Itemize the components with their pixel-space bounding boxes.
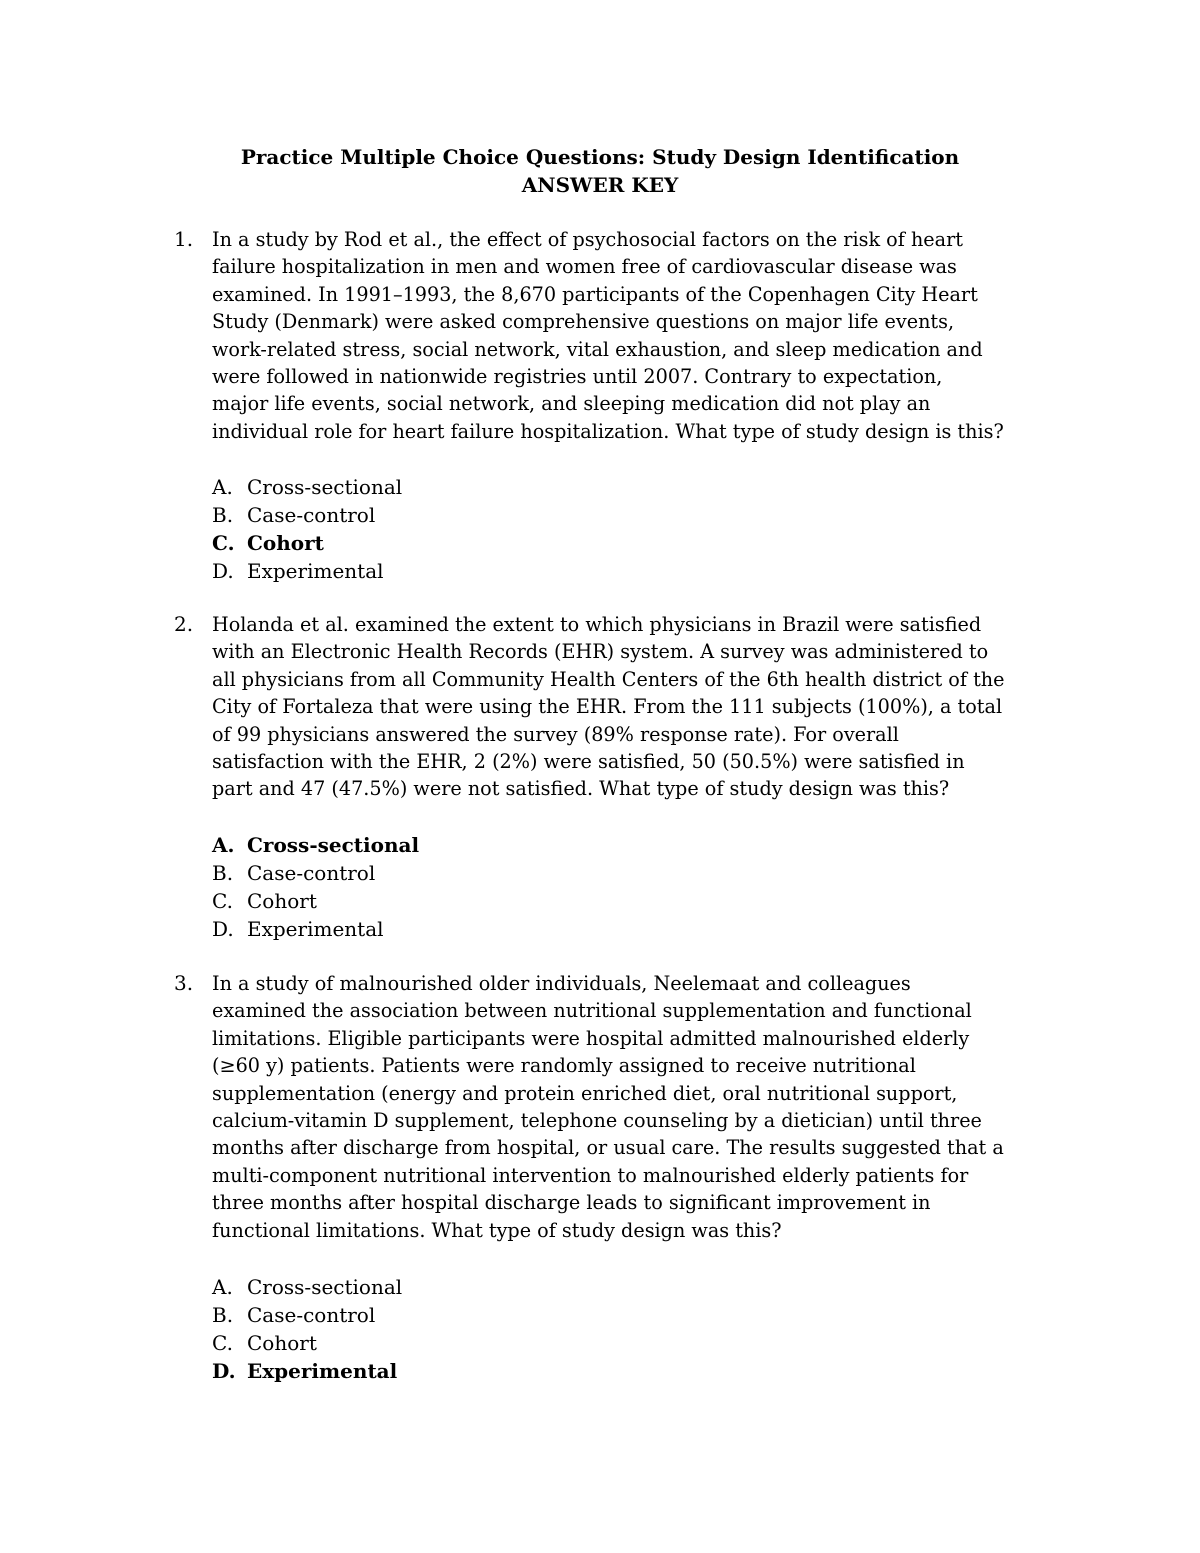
option-text: Experimental (247, 559, 384, 583)
option-text: Case-control (247, 1303, 376, 1327)
question-line: limitations. Eligible participants were hospital admitted malnourished elderly (212, 1026, 970, 1050)
question-text (212, 611, 1042, 803)
option-text: Cross-sectional (247, 833, 420, 857)
option-letter: D. (212, 917, 234, 941)
question-number: 2. (174, 612, 194, 636)
question-line: of 99 physicians answered the survey (89% response rate). For overall (212, 722, 899, 746)
option-letter: D. (212, 559, 234, 583)
question-line: functional limitations. What type of study design was this? (212, 1218, 782, 1242)
option-letter: C. (212, 531, 235, 555)
question-line: all physicians from all Community Health Centers of the 6th health district of the (212, 667, 1005, 691)
option-letter: D. (212, 1359, 236, 1383)
option-a (0, 473, 600, 501)
option-text: Cohort (247, 889, 317, 913)
question-line: with an Electronic Health Records (EHR) system. A survey was administered to (212, 640, 989, 664)
option-b (0, 859, 600, 887)
question-line: In a study of malnourished older individuals, Neelemaat and colleagues (212, 972, 911, 995)
question-number: 1. (174, 227, 194, 251)
question-line: failure hospitalization in men and women free of cardiovascular disease was (212, 255, 957, 279)
question-number: 3. (174, 971, 194, 995)
question-text (212, 970, 1042, 1244)
question-line: In a study by Rod et al., the effect of psychosocial factors on the risk of heart (212, 228, 963, 251)
option-a (0, 1273, 600, 1301)
option-c (0, 1329, 600, 1357)
option-letter: C. (212, 889, 233, 913)
question-line: calcium-vitamin D supplement, telephone counseling by a dietician) until three (212, 1109, 982, 1133)
question-line: multi-component nutritional intervention to malnourished elderly patients for (212, 1163, 969, 1187)
question-text (212, 226, 1042, 445)
option-letter: B. (212, 861, 234, 885)
question-line: (≥60 y) patients. Patients were randomly assigned to receive nutritional (212, 1054, 916, 1078)
question-line: satisfaction with the EHR, 2 (2%) were satisfied, 50 (50.5%) were satisfied in (212, 750, 965, 774)
option-letter: A. (212, 1275, 233, 1299)
page-title: Practice Multiple Choice Questions: Study Design Identification (240, 145, 960, 169)
question-line: Study (Denmark) were asked comprehensive questions on major life events, (212, 310, 955, 334)
option-text: Experimental (247, 917, 384, 941)
question-line: supplementation (energy and protein enriched diet, oral nutritional support, (212, 1081, 958, 1105)
option-b (0, 1301, 600, 1329)
option-letter: B. (212, 1303, 234, 1327)
option-text: Cohort (247, 531, 324, 555)
option-text: Case-control (247, 503, 376, 527)
question-line: Holanda et al. examined the extent to which physicians in Brazil were satisfied (212, 613, 982, 636)
option-text: Cross-sectional (247, 475, 403, 499)
question-line: individual role for heart failure hospitalization. What type of study design is this? (212, 419, 1004, 443)
option-d (0, 915, 600, 943)
option-text: Case-control (247, 861, 376, 885)
option-d (0, 557, 600, 585)
question-line: months after discharge from hospital, or usual care. The results suggested that a (212, 1136, 1004, 1160)
option-text: Cross-sectional (247, 1275, 403, 1299)
option-text: Experimental (247, 1359, 398, 1383)
option-d (0, 1357, 600, 1385)
option-letter: A. (212, 833, 235, 857)
option-b (0, 501, 600, 529)
option-letter: A. (212, 475, 233, 499)
question-line: were followed in nationwide registries until 2007. Contrary to expectation, (212, 365, 943, 389)
option-a (0, 831, 600, 859)
question-line: examined the association between nutritional supplementation and functional (212, 999, 972, 1023)
option-c (0, 529, 600, 557)
option-letter: C. (212, 1331, 233, 1355)
page-subtitle: ANSWER KEY (521, 173, 679, 197)
question-line: work-related stress, social network, vital exhaustion, and sleep medication and (212, 337, 983, 361)
question-line: part and 47 (47.5%) were not satisfied. What type of study design was this? (212, 777, 950, 801)
question-line: major life events, social network, and sleeping medication did not play an (212, 392, 931, 416)
question-line: City of Fortaleza that were using the EHR. From the 111 subjects (100%), a total (212, 695, 1003, 719)
question-line: three months after hospital discharge leads to significant improvement in (212, 1191, 931, 1215)
option-text: Cohort (247, 1331, 317, 1355)
option-letter: B. (212, 503, 234, 527)
question-line: examined. In 1991–1993, the 8,670 participants of the Copenhagen City Heart (212, 282, 978, 306)
option-c (0, 887, 600, 915)
